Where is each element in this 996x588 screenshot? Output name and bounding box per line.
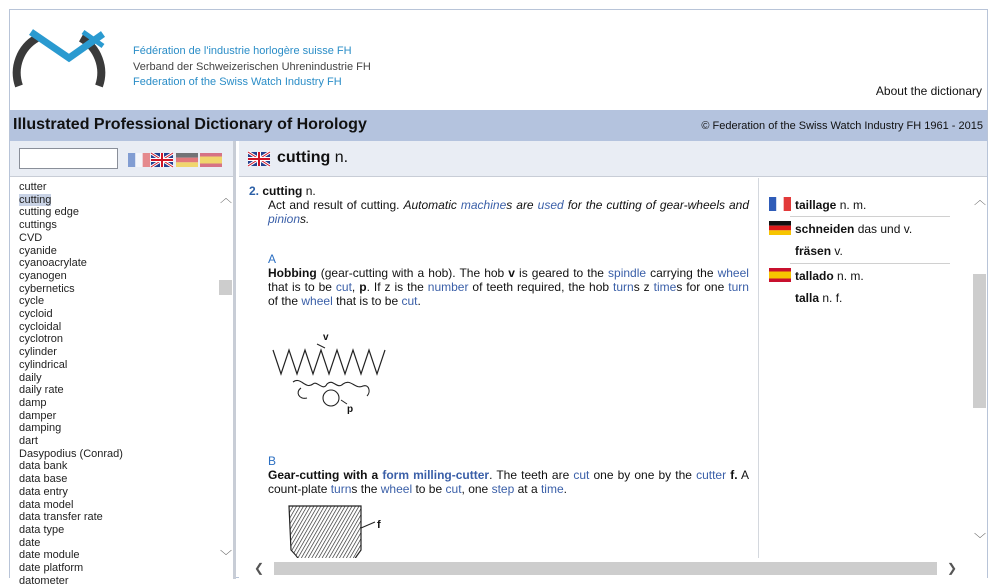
translation-de-2 <box>795 244 843 258</box>
word-list-item[interactable] <box>19 511 220 524</box>
word-list-item[interactable] <box>19 245 220 258</box>
translations-pane <box>760 178 971 558</box>
translation-es <box>769 268 864 283</box>
word-list-item[interactable] <box>19 257 220 270</box>
word-list-item-label: cyanogen <box>19 269 67 282</box>
header <box>10 10 987 110</box>
link-time[interactable]: time <box>540 482 564 496</box>
translations-scroll-thumb[interactable] <box>973 274 986 408</box>
word-list-item-label: dart <box>19 435 38 448</box>
word-list-item-label: datometer <box>19 574 69 587</box>
search-input[interactable] <box>19 148 118 169</box>
word-list-item-label: cycloidal <box>19 320 62 333</box>
app-frame <box>9 9 988 587</box>
word-list-item-label: data entry <box>19 485 68 498</box>
word-list-item-label: cylinder <box>19 346 57 359</box>
horizontal-scrollbar[interactable] <box>239 558 987 579</box>
word-list-item[interactable] <box>19 460 220 473</box>
fr-grammar: n. m. <box>839 198 867 212</box>
link-machines[interactable]: machine <box>460 198 507 212</box>
de-grammar-2: v. <box>834 244 843 258</box>
figure-label-p: p <box>347 404 354 415</box>
definition-italic: for the cutting of gear-wheels and <box>567 198 750 212</box>
word-list-item[interactable] <box>19 473 220 486</box>
word-list-item[interactable] <box>19 524 220 537</box>
hobbing-illustration <box>271 326 389 414</box>
chevron-down-icon[interactable]: ﹀ <box>974 532 987 546</box>
word-list-item[interactable] <box>19 308 220 321</box>
copyright-notice: © Federation of the Swiss Watch Industry FH 1961 - 2015 <box>701 120 983 132</box>
word-list-item[interactable] <box>19 321 220 334</box>
word-list-item[interactable] <box>19 486 220 499</box>
headword: cutting <box>277 149 331 166</box>
definition-italic: Automatic <box>403 198 457 212</box>
word-list-item-label: date module <box>19 549 80 562</box>
word-list-item-label: date <box>19 536 41 549</box>
france-flag-icon[interactable] <box>128 153 150 167</box>
text: one by one by the <box>593 468 692 482</box>
definition-italic: s are <box>506 198 534 212</box>
word-list-item-label: damp <box>19 396 47 409</box>
definition-content <box>249 184 750 531</box>
label-v: v <box>508 266 515 280</box>
translation-es-2 <box>795 291 842 305</box>
germany-flag-icon[interactable] <box>176 153 198 167</box>
text: is geared to the <box>519 266 604 280</box>
org-name-de: Verband der Schweizerischen Uhrenindustrie FH <box>133 60 371 73</box>
text: of teeth required, the hob <box>472 280 610 294</box>
word-list-item-label: cutting <box>19 193 52 206</box>
text: . <box>563 482 567 496</box>
word-list-item-label: cycle <box>19 295 45 308</box>
link-cut[interactable]: cut <box>335 280 352 294</box>
translation-de <box>769 221 912 236</box>
word-list-item-label: damping <box>19 422 62 435</box>
word-list-item[interactable] <box>19 295 220 308</box>
link-step[interactable]: step <box>491 482 515 496</box>
sense-heading <box>249 184 749 198</box>
label-f: f. <box>730 468 738 482</box>
word-list-item[interactable] <box>19 206 220 219</box>
word-list-item[interactable] <box>19 333 220 346</box>
about-dictionary-link[interactable]: About the dictionary <box>875 84 982 98</box>
chevron-up-icon[interactable]: ︿ <box>974 193 987 207</box>
text: A count-plate <box>268 468 749 496</box>
text: that is to be <box>268 280 332 294</box>
spain-flag-icon[interactable] <box>200 153 222 167</box>
section-a <box>249 239 749 308</box>
word-list-item-label: damper <box>19 409 57 422</box>
chevron-left-icon[interactable]: ❮ <box>254 561 265 575</box>
text: of the <box>268 294 299 308</box>
uk-flag-icon <box>248 152 270 166</box>
word-list-item[interactable] <box>19 397 220 410</box>
chevron-right-icon[interactable]: ❯ <box>947 561 958 575</box>
text: . If z is the <box>366 280 424 294</box>
word-list-item[interactable] <box>19 232 220 245</box>
text: to be <box>415 482 443 496</box>
es-term: tallado <box>795 269 834 283</box>
org-name-en: Federation of the Swiss Watch Industry FH <box>133 76 342 88</box>
word-list-item[interactable] <box>19 359 220 372</box>
de-grammar: das und v. <box>857 222 913 236</box>
organization-names <box>133 44 371 91</box>
de-term: schneiden <box>795 222 855 236</box>
word-list-item-label: cuttings <box>19 219 57 232</box>
word-list-item-label: cyanoacrylate <box>19 257 87 270</box>
chevron-up-icon[interactable]: ︿ <box>220 191 233 205</box>
word-list-item[interactable] <box>19 384 220 397</box>
text: s for one <box>676 280 725 294</box>
fr-term: taillage <box>795 198 837 212</box>
word-list-item-label: data transfer rate <box>19 511 103 524</box>
section-b-text <box>249 468 749 496</box>
text: . <box>417 294 421 308</box>
word-list-item-label: cybernetics <box>19 282 75 295</box>
word-list-item-label: cyclotron <box>19 333 64 346</box>
text: , one <box>461 482 489 496</box>
link-spindle[interactable]: spindle <box>608 266 647 280</box>
figure-label-f: f <box>377 519 381 531</box>
germany-flag-icon <box>769 221 791 235</box>
entry-headword <box>277 149 348 167</box>
link-turn[interactable]: turn <box>728 280 749 294</box>
org-name-fr: Fédération de l'industrie horlogère suisse FH <box>133 45 352 57</box>
word-list-item[interactable] <box>19 283 220 296</box>
fh-logo <box>13 28 105 90</box>
link-pinions[interactable]: pinion <box>268 212 301 226</box>
section-a-letter: A <box>268 252 277 266</box>
divider <box>790 216 950 217</box>
word-list-item[interactable] <box>19 537 220 550</box>
word-list-item[interactable] <box>19 270 220 283</box>
word-list-item-label: data model <box>19 498 74 511</box>
link-number[interactable]: number <box>427 280 469 294</box>
link-cutter[interactable]: cutter <box>696 468 727 482</box>
word-list-item-label: CVD <box>19 231 43 244</box>
word-list-scroll-thumb[interactable] <box>219 280 232 295</box>
headword-pos: n. <box>334 149 349 166</box>
link-times[interactable]: time <box>653 280 677 294</box>
section-a-term: Hobbing <box>268 266 317 280</box>
horizontal-scroll-thumb[interactable] <box>274 562 937 575</box>
label-p: p <box>359 280 367 294</box>
text: that is to be <box>336 294 399 308</box>
word-list-item-label: daily rate <box>19 384 64 397</box>
definition-plain: Act and result of cutting. <box>268 198 400 212</box>
word-list-scrollbar[interactable] <box>218 178 233 579</box>
link-wheel[interactable]: wheel <box>301 294 333 308</box>
section-a-text <box>249 266 749 308</box>
word-list-item[interactable] <box>19 422 220 435</box>
word-list-item-label: cycloid <box>19 308 53 321</box>
link-wheel[interactable]: wheel <box>717 266 749 280</box>
uk-flag-icon[interactable] <box>151 153 173 167</box>
section-b-letter: B <box>268 454 277 468</box>
word-list-item[interactable] <box>19 372 220 385</box>
text: s the <box>351 482 378 496</box>
entry-header <box>239 141 987 177</box>
link-turns[interactable]: turn <box>613 280 634 294</box>
word-list-item[interactable] <box>19 549 220 562</box>
link-cut[interactable]: cut <box>401 294 418 308</box>
text: (gear-cutting with a hob). The hob <box>320 266 505 280</box>
word-list-item[interactable] <box>19 219 220 232</box>
word-list-item-label: data base <box>19 473 68 486</box>
definition-pane <box>239 178 759 558</box>
es-term-2: talla <box>795 291 820 305</box>
chevron-down-icon[interactable]: ﹀ <box>220 549 233 563</box>
app-title: Illustrated Professional Dictionary of Horology <box>13 116 367 133</box>
word-list-item[interactable] <box>19 562 220 575</box>
word-list-item-label: Dasypodius (Conrad) <box>19 447 123 460</box>
word-list-item[interactable] <box>19 575 220 588</box>
word-list-item-label: cutter <box>19 181 47 193</box>
word-list-item[interactable] <box>19 499 220 512</box>
definition-italic: s. <box>300 212 310 226</box>
link-used[interactable]: used <box>537 198 564 212</box>
word-list-item-label: data type <box>19 523 65 536</box>
word-list-item[interactable] <box>19 181 220 194</box>
france-flag-icon <box>769 197 791 211</box>
word-list-item-label: cyanide <box>19 244 57 257</box>
word-list-item[interactable] <box>19 435 220 448</box>
sense-number: 2. <box>249 184 260 198</box>
text: , <box>351 280 356 294</box>
text: at a <box>517 482 538 496</box>
section-b <box>249 441 749 496</box>
word-list <box>10 178 220 587</box>
divider <box>790 263 950 264</box>
figure-label-v: v <box>323 332 329 343</box>
word-list-item[interactable] <box>19 448 220 461</box>
link-cut[interactable]: cut <box>573 468 590 482</box>
word-list-item-label: data bank <box>19 460 68 473</box>
es-grammar: n. m. <box>837 269 864 283</box>
word-list-item-label: cylindrical <box>19 358 68 371</box>
sense-headword: cutting <box>262 184 303 198</box>
search-bar <box>10 141 233 177</box>
word-list-item-label: cutting edge <box>19 206 79 219</box>
link-form-milling-cutter[interactable]: form milling-cutter <box>382 468 490 482</box>
text: carrying the <box>650 266 714 280</box>
definition-text <box>249 198 749 226</box>
link-wheel[interactable]: wheel <box>380 482 413 496</box>
spain-flag-icon <box>769 268 791 282</box>
word-list-item[interactable] <box>19 194 220 207</box>
es-grammar-2: n. f. <box>822 291 843 305</box>
word-list-item[interactable] <box>19 410 220 423</box>
title-bar <box>10 110 987 141</box>
word-list-item[interactable] <box>19 346 220 359</box>
text: s z <box>633 280 650 294</box>
translations-scrollbar[interactable] <box>971 178 987 558</box>
translation-fr <box>769 197 866 212</box>
word-list-pane <box>10 141 236 587</box>
sense-pos: n. <box>305 184 316 198</box>
section-b-term: Gear-cutting with a <box>268 468 379 482</box>
link-cut[interactable]: cut <box>445 482 462 496</box>
link-turns[interactable]: turn <box>330 482 352 496</box>
text: . The teeth are <box>489 468 570 482</box>
word-list-item-label: daily <box>19 371 42 384</box>
word-list-item-label: date platform <box>19 562 84 575</box>
de-term-2: fräsen <box>795 244 832 258</box>
